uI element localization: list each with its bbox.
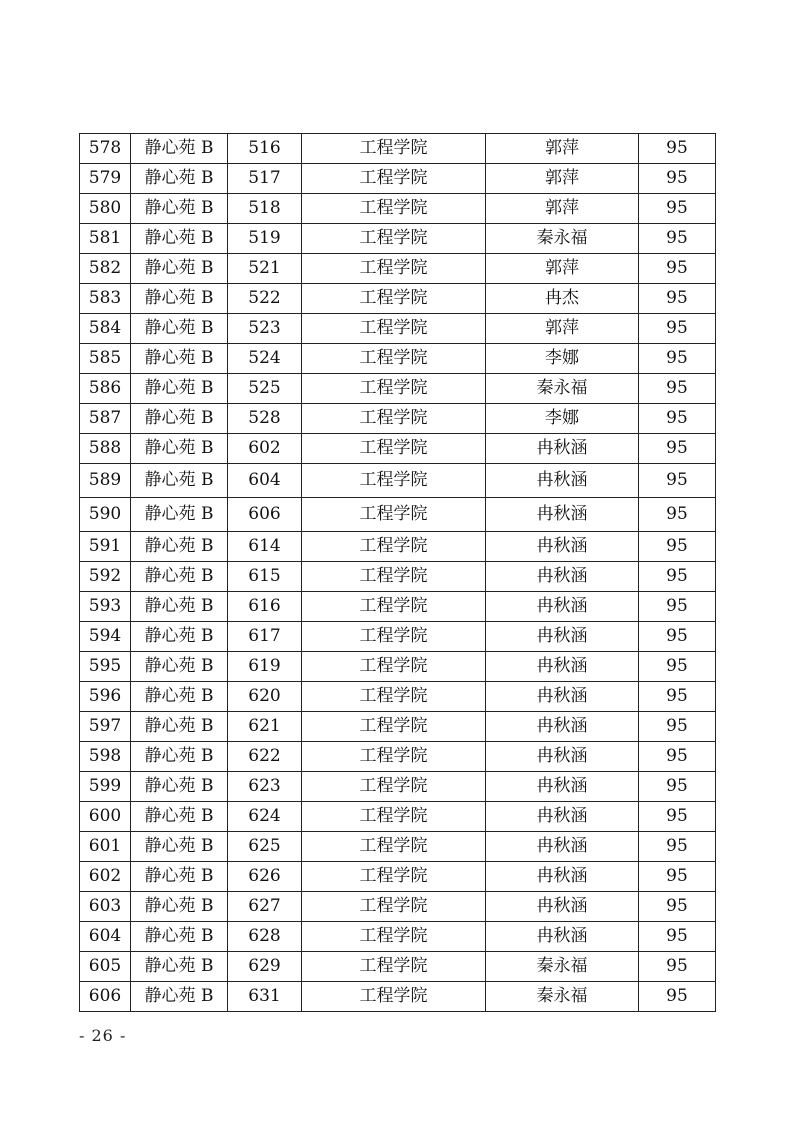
building-cell: 静心苑 B [131,862,228,892]
score-cell: 95 [639,164,716,194]
score-cell: 95 [639,862,716,892]
building-cell: 静心苑 B [131,284,228,314]
inspector-cell: 李娜 [486,404,639,434]
room-number-cell: 604 [228,464,302,498]
row-number-cell: 587 [80,404,131,434]
college-cell: 工程学院 [302,712,486,742]
inspector-cell: 郭萍 [486,194,639,224]
score-cell: 95 [639,772,716,802]
room-number-cell: 615 [228,562,302,592]
building-cell: 静心苑 B [131,404,228,434]
room-number-cell: 627 [228,892,302,922]
college-cell: 工程学院 [302,532,486,562]
table-row [80,802,716,832]
row-number-cell: 597 [80,712,131,742]
score-cell: 95 [639,892,716,922]
college-cell: 工程学院 [302,562,486,592]
score-cell: 95 [639,284,716,314]
row-number-cell: 596 [80,682,131,712]
building-cell: 静心苑 B [131,922,228,952]
college-cell: 工程学院 [302,134,486,164]
table-row [80,922,716,952]
room-number-cell: 521 [228,254,302,284]
table-row [80,592,716,622]
score-cell: 95 [639,922,716,952]
score-cell: 95 [639,314,716,344]
room-number-cell: 617 [228,622,302,652]
building-cell: 静心苑 B [131,224,228,254]
room-number-cell: 619 [228,652,302,682]
score-cell: 95 [639,742,716,772]
table-row [80,892,716,922]
table-row [80,254,716,284]
inspector-cell: 冉秋涵 [486,922,639,952]
building-cell: 静心苑 B [131,344,228,374]
college-cell: 工程学院 [302,802,486,832]
building-cell: 静心苑 B [131,314,228,344]
table-row [80,434,716,464]
building-cell: 静心苑 B [131,134,228,164]
inspector-cell: 秦永福 [486,374,639,404]
college-cell: 工程学院 [302,862,486,892]
row-number-cell: 585 [80,344,131,374]
table-row [80,652,716,682]
table-row [80,622,716,652]
college-cell: 工程学院 [302,952,486,982]
inspector-cell: 郭萍 [486,254,639,284]
inspector-cell: 冉秋涵 [486,682,639,712]
table-row [80,194,716,224]
score-cell: 95 [639,464,716,498]
inspector-cell: 冉秋涵 [486,498,639,532]
building-cell: 静心苑 B [131,982,228,1012]
room-number-cell: 525 [228,374,302,404]
building-cell: 静心苑 B [131,374,228,404]
college-cell: 工程学院 [302,982,486,1012]
score-cell: 95 [639,254,716,284]
building-cell: 静心苑 B [131,562,228,592]
building-cell: 静心苑 B [131,652,228,682]
row-number-cell: 590 [80,498,131,532]
building-cell: 静心苑 B [131,622,228,652]
row-number-cell: 601 [80,832,131,862]
college-cell: 工程学院 [302,922,486,952]
score-cell: 95 [639,802,716,832]
college-cell: 工程学院 [302,254,486,284]
row-number-cell: 606 [80,982,131,1012]
room-number-cell: 625 [228,832,302,862]
college-cell: 工程学院 [302,374,486,404]
building-cell: 静心苑 B [131,164,228,194]
table-row [80,832,716,862]
room-number-cell: 626 [228,862,302,892]
row-number-cell: 603 [80,892,131,922]
room-number-cell: 524 [228,344,302,374]
college-cell: 工程学院 [302,592,486,622]
room-number-cell: 628 [228,922,302,952]
score-cell: 95 [639,194,716,224]
inspector-cell: 郭萍 [486,134,639,164]
inspector-cell: 冉秋涵 [486,712,639,742]
building-cell: 静心苑 B [131,254,228,284]
college-cell: 工程学院 [302,652,486,682]
row-number-cell: 600 [80,802,131,832]
score-cell: 95 [639,622,716,652]
college-cell: 工程学院 [302,314,486,344]
row-number-cell: 581 [80,224,131,254]
building-cell: 静心苑 B [131,952,228,982]
inspector-cell: 冉秋涵 [486,832,639,862]
score-cell: 95 [639,434,716,464]
room-number-cell: 629 [228,952,302,982]
dormitory-inspection-table [79,133,716,1012]
row-number-cell: 583 [80,284,131,314]
inspector-cell: 冉秋涵 [486,772,639,802]
room-number-cell: 621 [228,712,302,742]
room-number-cell: 606 [228,498,302,532]
table-row [80,464,716,498]
college-cell: 工程学院 [302,682,486,712]
building-cell: 静心苑 B [131,498,228,532]
college-cell: 工程学院 [302,772,486,802]
inspector-cell: 冉秋涵 [486,802,639,832]
inspector-cell: 冉秋涵 [486,742,639,772]
room-number-cell: 528 [228,404,302,434]
score-cell: 95 [639,682,716,712]
college-cell: 工程学院 [302,742,486,772]
room-number-cell: 623 [228,772,302,802]
row-number-cell: 592 [80,562,131,592]
table-row [80,562,716,592]
row-number-cell: 584 [80,314,131,344]
inspector-cell: 郭萍 [486,314,639,344]
room-number-cell: 516 [228,134,302,164]
room-number-cell: 523 [228,314,302,344]
inspector-cell: 冉秋涵 [486,652,639,682]
college-cell: 工程学院 [302,464,486,498]
table-row [80,164,716,194]
inspector-cell: 秦永福 [486,952,639,982]
room-number-cell: 519 [228,224,302,254]
score-cell: 95 [639,652,716,682]
table-row [80,284,716,314]
inspector-cell: 秦永福 [486,224,639,254]
table-row [80,498,716,532]
score-cell: 95 [639,562,716,592]
row-number-cell: 579 [80,164,131,194]
table-row [80,772,716,802]
college-cell: 工程学院 [302,498,486,532]
row-number-cell: 602 [80,862,131,892]
college-cell: 工程学院 [302,404,486,434]
page-number: - 26 - [79,1026,127,1045]
table-row [80,134,716,164]
room-number-cell: 518 [228,194,302,224]
inspector-cell: 李娜 [486,344,639,374]
table-row [80,224,716,254]
building-cell: 静心苑 B [131,832,228,862]
inspector-cell: 冉秋涵 [486,592,639,622]
table-body [80,134,716,1012]
building-cell: 静心苑 B [131,682,228,712]
row-number-cell: 588 [80,434,131,464]
score-cell: 95 [639,982,716,1012]
college-cell: 工程学院 [302,434,486,464]
college-cell: 工程学院 [302,832,486,862]
college-cell: 工程学院 [302,224,486,254]
inspector-cell: 冉秋涵 [486,532,639,562]
inspector-cell: 冉秋涵 [486,434,639,464]
row-number-cell: 586 [80,374,131,404]
score-cell: 95 [639,532,716,562]
building-cell: 静心苑 B [131,742,228,772]
row-number-cell: 595 [80,652,131,682]
inspector-cell: 冉秋涵 [486,862,639,892]
score-cell: 95 [639,952,716,982]
inspector-cell: 冉秋涵 [486,892,639,922]
table-row [80,314,716,344]
table-row [80,982,716,1012]
room-number-cell: 522 [228,284,302,314]
inspector-cell: 郭萍 [486,164,639,194]
score-cell: 95 [639,832,716,862]
inspector-cell: 冉秋涵 [486,562,639,592]
row-number-cell: 594 [80,622,131,652]
score-cell: 95 [639,592,716,622]
building-cell: 静心苑 B [131,434,228,464]
building-cell: 静心苑 B [131,772,228,802]
inspector-cell: 冉秋涵 [486,622,639,652]
college-cell: 工程学院 [302,164,486,194]
table-row [80,374,716,404]
building-cell: 静心苑 B [131,194,228,224]
room-number-cell: 624 [228,802,302,832]
row-number-cell: 578 [80,134,131,164]
row-number-cell: 604 [80,922,131,952]
building-cell: 静心苑 B [131,464,228,498]
building-cell: 静心苑 B [131,532,228,562]
room-number-cell: 616 [228,592,302,622]
college-cell: 工程学院 [302,194,486,224]
table-row [80,532,716,562]
row-number-cell: 605 [80,952,131,982]
score-cell: 95 [639,498,716,532]
row-number-cell: 593 [80,592,131,622]
room-number-cell: 614 [228,532,302,562]
room-number-cell: 602 [228,434,302,464]
inspector-cell: 冉杰 [486,284,639,314]
row-number-cell: 591 [80,532,131,562]
row-number-cell: 598 [80,742,131,772]
row-number-cell: 582 [80,254,131,284]
table-row [80,344,716,374]
college-cell: 工程学院 [302,344,486,374]
building-cell: 静心苑 B [131,892,228,922]
table-row [80,952,716,982]
inspector-cell: 秦永福 [486,982,639,1012]
building-cell: 静心苑 B [131,802,228,832]
table-row [80,404,716,434]
college-cell: 工程学院 [302,284,486,314]
inspector-cell: 冉秋涵 [486,464,639,498]
score-cell: 95 [639,712,716,742]
row-number-cell: 599 [80,772,131,802]
room-number-cell: 620 [228,682,302,712]
college-cell: 工程学院 [302,892,486,922]
room-number-cell: 622 [228,742,302,772]
room-number-cell: 517 [228,164,302,194]
table-row [80,862,716,892]
room-number-cell: 631 [228,982,302,1012]
score-cell: 95 [639,224,716,254]
score-cell: 95 [639,404,716,434]
score-cell: 95 [639,134,716,164]
table-row [80,712,716,742]
building-cell: 静心苑 B [131,712,228,742]
college-cell: 工程学院 [302,622,486,652]
building-cell: 静心苑 B [131,592,228,622]
table-row [80,682,716,712]
row-number-cell: 589 [80,464,131,498]
score-cell: 95 [639,374,716,404]
row-number-cell: 580 [80,194,131,224]
table-row [80,742,716,772]
score-cell: 95 [639,344,716,374]
